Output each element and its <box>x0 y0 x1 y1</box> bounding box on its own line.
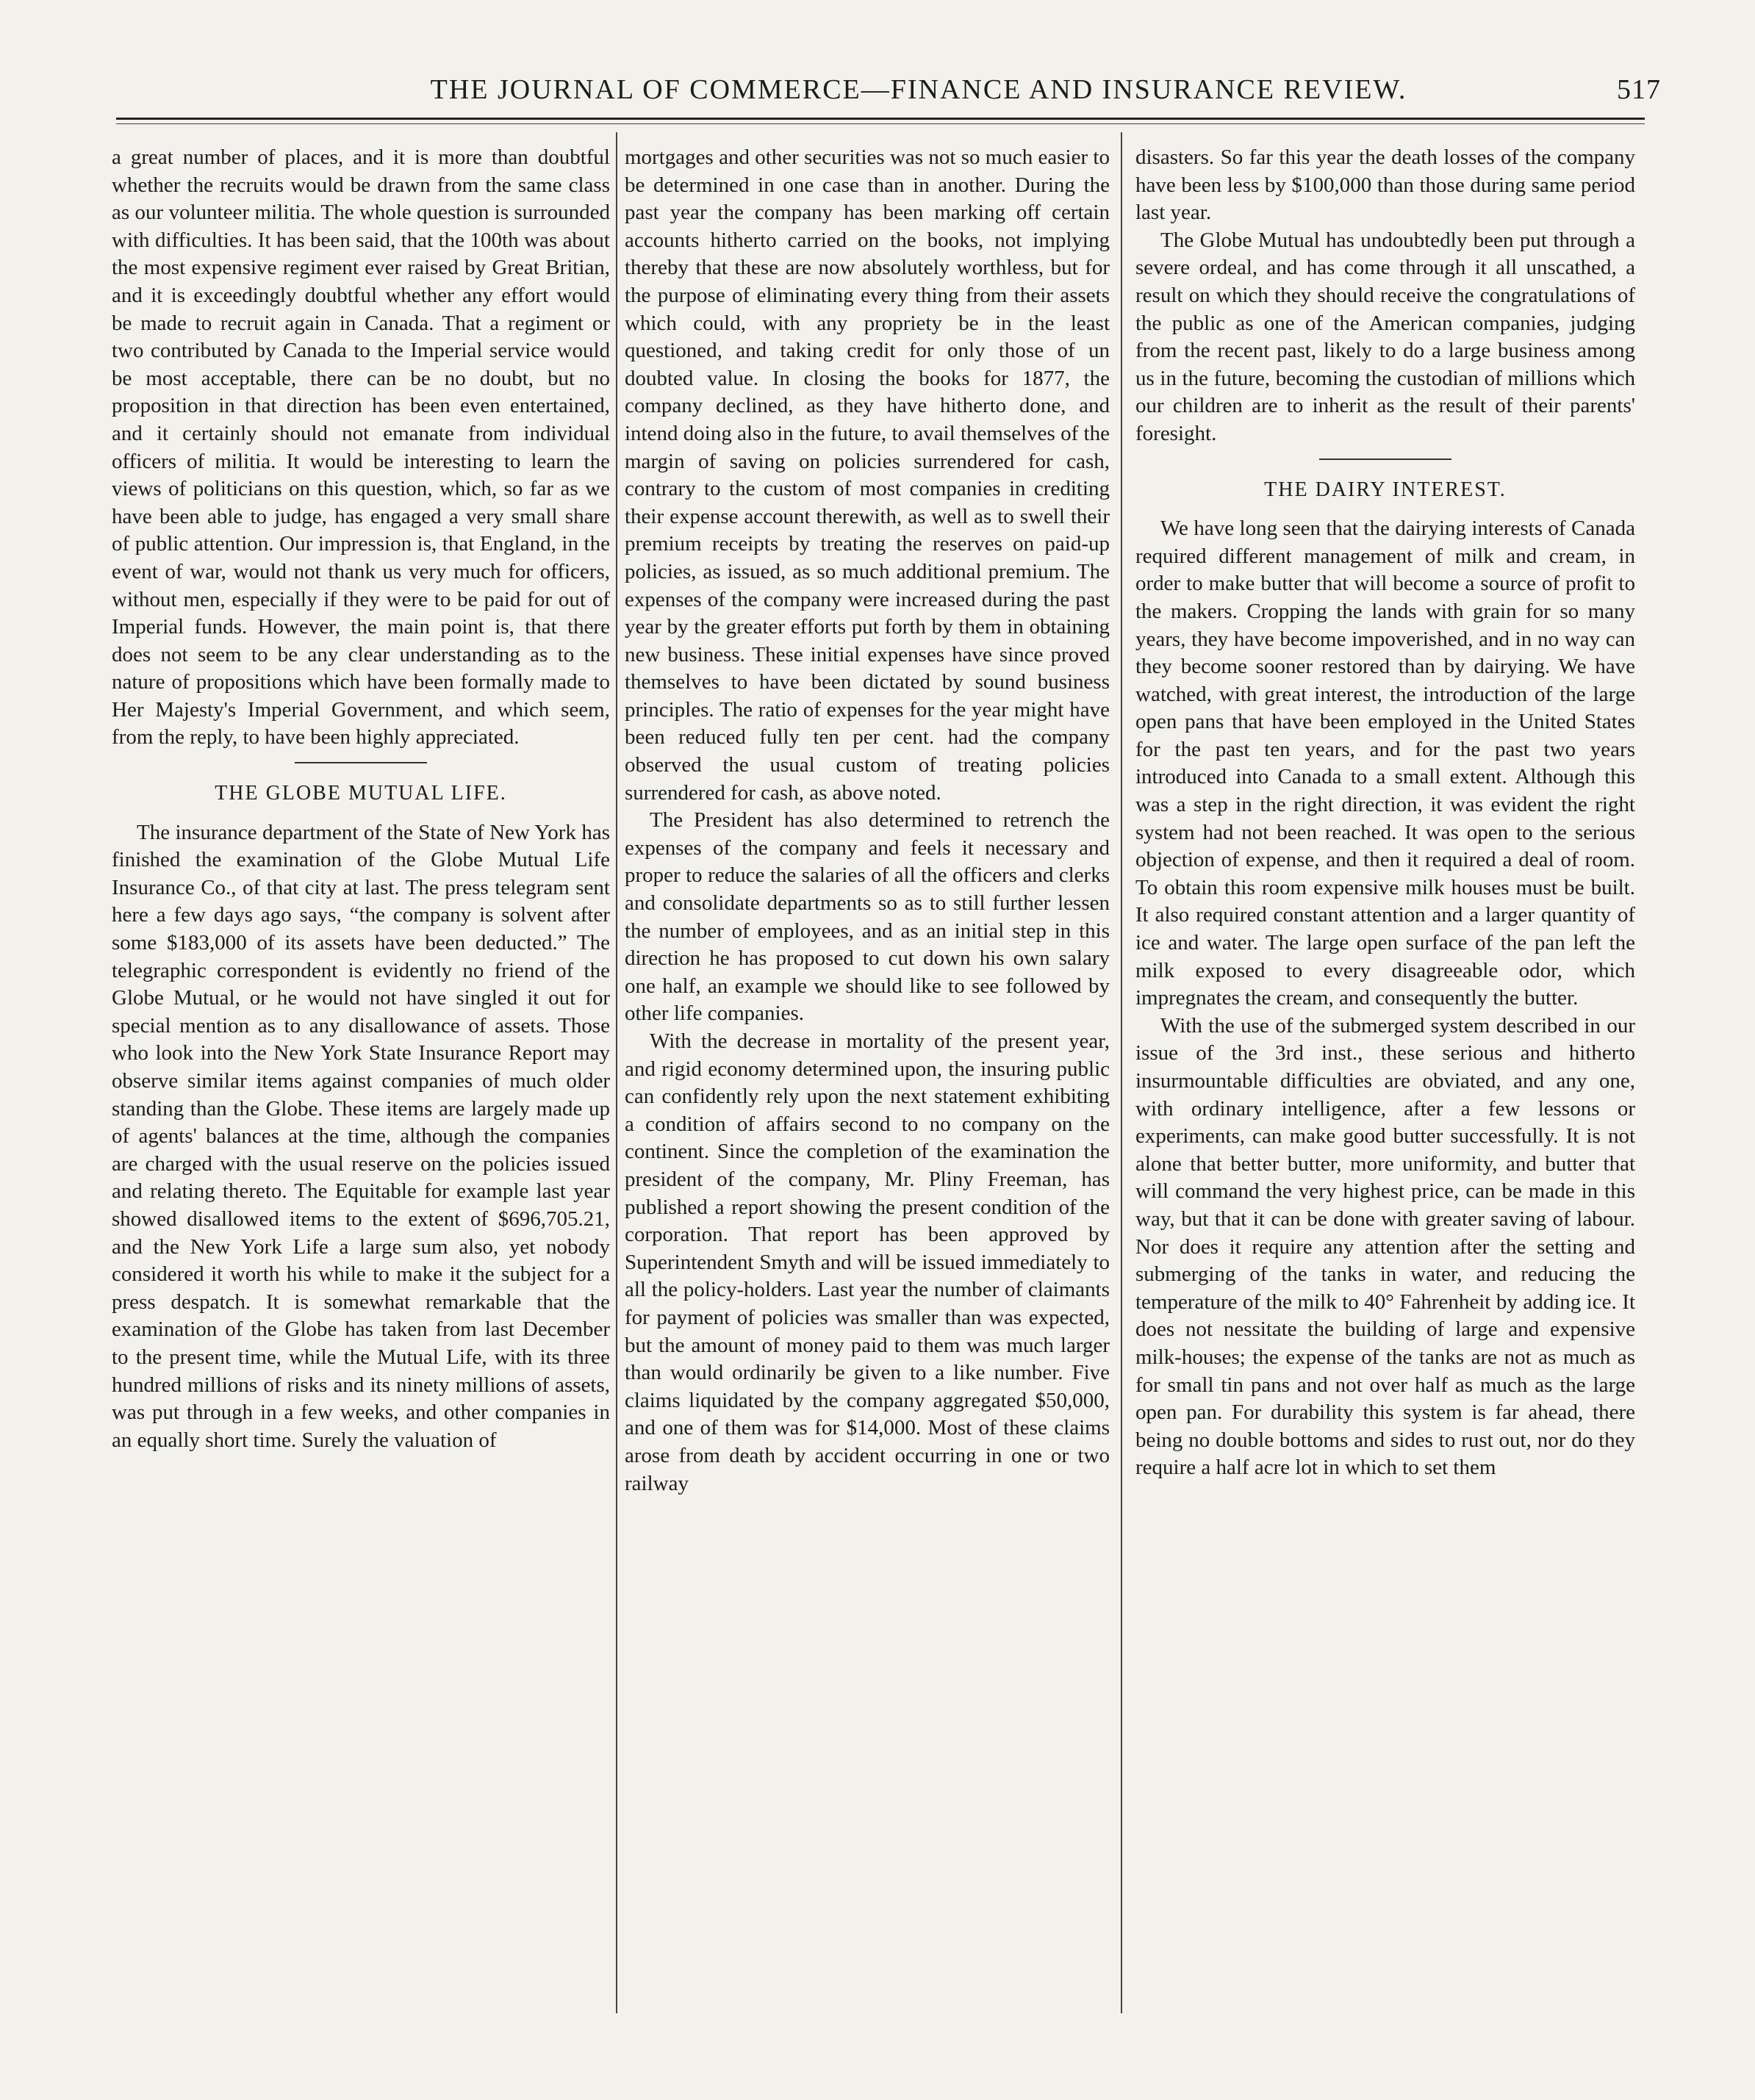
article-paragraph: The insurance department of the State of New York has finished the examination of the Globe Mutual Life Insurance Co., of that city at last. The press telegram sent here a few days ago says, “the company is solvent after some $183,000 of its assets have been deducted.” The telegraphic correspondent is evidently no friend of the Globe Mutual, or he would not have singled it out for special mention as to any disallowance of assets. Those who look into the New York State Insurance Report may observe similar items against companies of much older standing than the Globe. These items are largely made up of agents' balances at the time, although the companies are charged with the usual reserve on the policies issued and relating thereto. The Equitable for example last year showed disallowed items to the extent of $696,705.21, and the New York Life a large sum also, yet nobody considered it worth his while to make it the subject for a press despatch. It is somewhat remarkable that the examination of the Globe has taken from last December to the present time, while the Mutual Life, with its three hundred millions of risks and its ninety millions of assets, was put through in a few weeks, and other companies in an equally short time. Surely the valuation of <box>112 820 610 1452</box>
header-rule-thin <box>116 123 1645 124</box>
column-divider <box>616 132 617 2013</box>
article-paragraph: a great number of places, and it is more than doubtful whether the recruits would be drawn from the same class as our volunteer militia. The whole question is surrounded with difficulties. It has been said, that the 100th was about the most expensive regiment ever raised by Great Britian, and it is exceedingly doubtful whether any effort would be made to recruit again in Canada. That a regiment or two contributed by Canada to the Imperial service would be most acceptable, there can be no doubt, but no proposition in that direction has been even entertained, and it certainly should not emanate from individual officers of militia. It would be interesting to learn the views of politicians on this question, which, so far as we have been able to judge, has engaged a very small share of public attention. Our impression is, that England, in the event of war, would not thank us very much for officers, without men, especially if they were to be paid for out of Imperial funds. However, the main point is, that there does not seem to be any clear understanding as to the nature of propositions which have been formally made to Her Majesty's Imperial Government, and which seem, from the reply, to have been highly appreciated. <box>112 145 610 749</box>
article-paragraph: disasters. So far this year the death losses of the company have been less by $100,000 than those during same period last year. <box>1135 145 1635 225</box>
header-rule <box>116 118 1645 120</box>
article-paragraph: With the use of the submerged system described in our issue of the 3rd inst., these serious and hitherto insurmountable difficulties are obviated, and any one, with ordinary intelligence, after a few lessons or experiments, can make good butter successfully. It is not alone that better butter, more uniformity, and butter that will command the very highest price, can be made in this way, but that it can be done with greater saving of labour. Nor does it require any attention after the setting and submerging of the tanks in water, and reducing the temperature of the milk to 40° Fahrenheit by adding ice. It does not nessitate the building of large and expensive milk-houses; the expense of the tanks are not as much as for small tin pans and not over half as much as the large open pan. For durability this system is far ahead, there being no double bottoms and sides to rust out, nor do they require a half acre lot in which to set them <box>1135 1013 1635 1480</box>
column-3 <box>1135 144 1635 1482</box>
article-paragraph: mortgages and other securities was not so much easier to be determined in one case than in another. During the past year the company has been marking off certain accounts hitherto carried on the books, not implying thereby that these are now absolutely worthless, but for the purpose of eliminating every thing from their assets which could, with any propriety be in the least questioned, and taking credit for only those of un doubted value. In closing the books for 1877, the company declined, as they have hitherto done, and intend doing also in the future, to avail themselves of the margin of saving on policies surrendered for cash, contrary to the custom of most companies in crediting their expense account therewith, as well as to swell their premium receipts by treating the reserves on paid-up policies, as issued, as so much additional premium. The expenses of the company were increased during the past year by the greater efforts put forth by them in obtaining new business. These initial expenses have since proved themselves to have been dictated by sound business principles. The ratio of expenses for the year might have been reduced fully ten per cent. had the company observed the usual custom of treating policies surrendered for cash, as above noted. <box>625 145 1110 805</box>
column-1 <box>112 144 610 1454</box>
column-2 <box>625 144 1110 1497</box>
article-paragraph: With the decrease in mortality of the present year, and rigid economy determined upon, the insuring public can confidently rely upon the next statement exhibiting a condition of affairs second to no company on the continent. Since the completion of the examination the president of the company, Mr. Pliny Freeman, has published a report showing the present condition of the corporation. That report has been approved by Superintendent Smyth and will be issued immediately to all the policy-holders. Last year the number of claimants for payment of policies was smaller than was expected, but the amount of money paid to them was much larger than would ordinarily be given to a like number. Five claims liquidated by the company aggregated $50,000, and one of them was for $14,000. Most of these claims arose from death by accident occurring in one or two railway <box>625 1029 1110 1495</box>
column-divider <box>1121 132 1122 2013</box>
article-paragraph: The Globe Mutual has undoubtedly been put through a severe ordeal, and has come through it all unscathed, a result on which they should receive the congratulations of the public as one of the American companies, judging from the recent past, likely to do a large business among us in the future, becoming the custodian of millions which our children are to inherit as the result of their parents' foresight. <box>1135 228 1635 445</box>
page-number: 517 <box>1617 74 1661 105</box>
article-paragraph: The President has also determined to retrench the expenses of the company and feels it necessary and proper to reduce the salaries of all the officers and clerks and consolidate departments so as to still further lessen the number of employees, and as an initial step in this direction he has proposed to cut down his own salary one half, an example we should like to see followed by other life companies. <box>625 808 1110 1026</box>
running-title: THE JOURNAL OF COMMERCE—FINANCE AND INSURANCE REVIEW. <box>430 74 1407 105</box>
section-title-dairy-interest: THE DAIRY INTEREST. <box>1264 478 1507 501</box>
section-rule <box>295 762 427 763</box>
article-paragraph: We have long seen that the dairying interests of Canada required different management of milk and cream, in order to make butter that will become a source of profit to the makers. Cropping the lands with grain for so many years, they have become impoverished, and in no way can they become sooner restored than by dairying. We have watched, with great interest, the introduction of the large open pans that have been employed in the United States for the past ten years, and for the past two years introduced into Canada to a small extent. Although this was a step in the right direction, it was evident the right system had not been reached. It was open to the serious objection of expense, and then it required a deal of room. To obtain this room expensive milk houses must be built. It also required constant attention and a larger quantity of ice and water. The large open surface of the pan left the milk exposed to every disagreeable odor, which impregnates the cream, and consequently the butter. <box>1135 517 1635 1010</box>
section-title-globe-mutual: THE GLOBE MUTUAL LIFE. <box>215 782 507 805</box>
page-header <box>110 73 1661 118</box>
section-rule <box>1319 459 1451 460</box>
